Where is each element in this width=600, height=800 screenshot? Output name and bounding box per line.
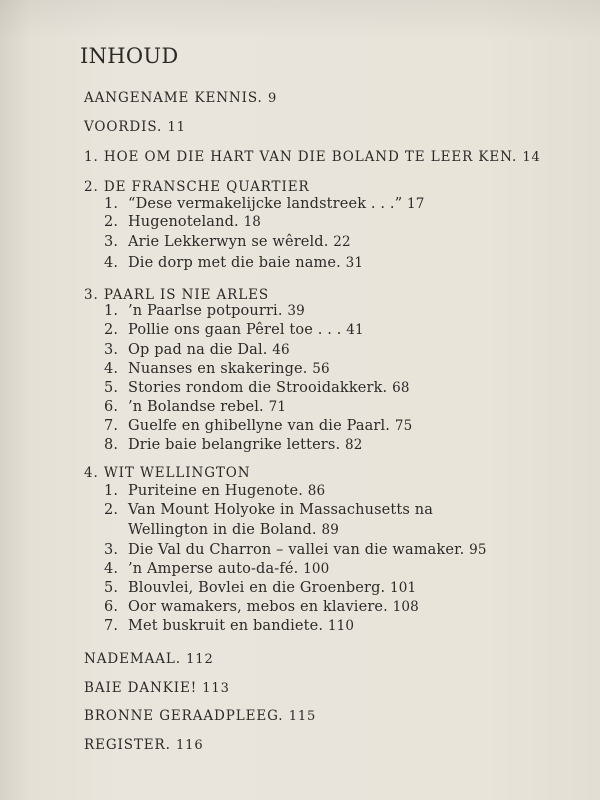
- toc-chapter-1: [84, 149, 541, 165]
- subentry-number: 4.: [104, 561, 119, 577]
- subentry-title: Nuanses en skakeringe.: [128, 361, 308, 377]
- chapter-page: 14: [522, 150, 541, 165]
- subentry-page: 89: [321, 522, 339, 538]
- subentry-title: ’n Bolandse rebel.: [128, 399, 264, 415]
- subentry-page: 95: [469, 542, 487, 558]
- toc-entry-back-2: [84, 680, 230, 696]
- toc-subentry: [104, 361, 330, 377]
- toc-subentry: [104, 483, 325, 499]
- subentry-title: Guelfe en ghibellyne van die Paarl.: [128, 418, 391, 434]
- subentry-number: 1.: [104, 303, 119, 319]
- subentry-number: 6.: [104, 399, 119, 415]
- toc-subentry: [104, 418, 412, 434]
- subentry-number: 3.: [104, 234, 119, 250]
- subentry-page: 86: [307, 483, 326, 499]
- subentry-page: 101: [390, 580, 417, 596]
- subentry-title: Van Mount Holyoke in Massachusetts na: [128, 502, 433, 518]
- subentry-number: 4.: [104, 255, 119, 271]
- chapter-number: 4.: [84, 465, 99, 481]
- chapter-title: DE FRANSCHE QUARTIER: [103, 179, 310, 195]
- subentry-title: Blouvlei, Bovlei en die Groenberg.: [128, 580, 386, 596]
- subentry-page: 46: [272, 342, 290, 358]
- subentry-number: 3.: [104, 342, 119, 358]
- entry-page: 11: [167, 120, 186, 135]
- toc-subentry: [104, 196, 425, 212]
- entry-title: NADEMAAL.: [84, 651, 181, 667]
- subentry-page: 39: [287, 303, 305, 319]
- subentry-title: Drie baie belangrike letters.: [128, 437, 341, 453]
- chapter-number: 1.: [84, 149, 99, 165]
- subentry-number: 3.: [104, 542, 119, 558]
- page-shadow: [0, 0, 600, 40]
- subentry-number: 5.: [104, 580, 119, 596]
- subentry-title: Pollie ons gaan Pêrel toe . . .: [128, 322, 342, 338]
- entry-title: BRONNE GERAADPLEEG.: [84, 708, 284, 724]
- chapter-number: 3.: [84, 287, 99, 303]
- subentry-title: Puriteine en Hugenote.: [128, 483, 303, 499]
- entry-title: AANGENAME KENNIS.: [84, 90, 263, 106]
- subentry-title: ’n Paarlse potpourri.: [128, 303, 283, 319]
- toc-entry-back-1: [84, 651, 214, 667]
- entry-page: 116: [176, 738, 204, 753]
- subentry-page: 110: [327, 618, 355, 634]
- toc-subentry: [104, 542, 487, 558]
- subentry-title: Oor wamakers, mebos en klaviere.: [128, 599, 388, 615]
- subentry-page: 22: [333, 234, 351, 250]
- subentry-number: 1.: [104, 196, 119, 212]
- entry-title: VOORDIS.: [84, 119, 163, 135]
- toc-chapter-3: [84, 287, 269, 303]
- subentry-title: ’n Amperse auto-da-fé.: [128, 561, 299, 577]
- subentry-title: Die dorp met die baie name.: [128, 255, 341, 271]
- subentry-number: 4.: [104, 361, 119, 377]
- toc-subentry: [104, 322, 364, 338]
- subentry-page: 68: [392, 380, 410, 396]
- chapter-title: PAARL IS NIE ARLES: [103, 287, 269, 303]
- subentry-title: Op pad na die Dal.: [128, 342, 268, 358]
- entry-page: 9: [267, 91, 278, 106]
- subentry-number: 2.: [104, 214, 119, 230]
- subentry-number: 8.: [104, 437, 119, 453]
- subentry-page: 100: [303, 561, 330, 577]
- toc-subentry: [104, 580, 416, 596]
- subentry-number: 6.: [104, 599, 119, 615]
- toc-subentry: [104, 303, 305, 319]
- subentry-page: 18: [243, 214, 262, 230]
- subentry-page: 31: [345, 255, 364, 271]
- toc-entry-back-3: [84, 708, 316, 724]
- toc-subentry: [104, 214, 261, 230]
- toc-subentry: [104, 599, 419, 615]
- subentry-title: “Dese vermakelijcke landstreek . . .”: [128, 196, 403, 212]
- subentry-title: Wellington in die Boland.: [128, 522, 317, 538]
- subentry-page: 71: [268, 399, 287, 415]
- subentry-page: 17: [407, 196, 425, 212]
- subentry-page: 82: [345, 437, 363, 453]
- subentry-page: 41: [346, 322, 364, 338]
- toc-subentry: [104, 342, 290, 358]
- subentry-page: 75: [394, 418, 413, 434]
- toc-subentry: [104, 502, 433, 518]
- subentry-number: 2.: [104, 322, 119, 338]
- toc-subentry: [104, 234, 351, 250]
- page-title: INHOUD: [80, 44, 179, 68]
- toc-entry-back-4: [84, 737, 204, 753]
- chapter-title: WIT WELLINGTON: [103, 465, 251, 481]
- subentry-number: 5.: [104, 380, 119, 396]
- toc-subentry: [104, 618, 354, 634]
- toc-subentry: [104, 399, 286, 415]
- subentry-title: Stories rondom die Strooidakkerk.: [128, 380, 388, 396]
- subentry-number: 2.: [104, 502, 119, 518]
- toc-subentry: [104, 380, 410, 396]
- subentry-title: Arie Lekkerwyn se wêreld.: [128, 234, 329, 250]
- entry-title: BAIE DANKIE!: [84, 680, 198, 696]
- toc-subentry: [104, 561, 329, 577]
- subentry-number: 7.: [104, 618, 119, 634]
- subentry-number: 1.: [104, 483, 119, 499]
- toc-entry-front-2: [84, 119, 186, 135]
- toc-entry-front-1: [84, 90, 277, 106]
- toc-subentry-continuation: [128, 522, 339, 538]
- entry-page: 113: [202, 681, 230, 696]
- entry-page: 112: [186, 652, 214, 667]
- entry-title: REGISTER.: [84, 737, 171, 753]
- entry-page: 115: [288, 709, 317, 724]
- subentry-number: 7.: [104, 418, 119, 434]
- subentry-page: 56: [312, 361, 330, 377]
- chapter-number: 2.: [84, 179, 99, 195]
- subentry-title: Met buskruit en bandiete.: [128, 618, 324, 634]
- toc-chapter-4: [84, 465, 250, 481]
- subentry-page: 108: [392, 599, 419, 615]
- toc-subentry: [104, 437, 363, 453]
- toc-chapter-2: [84, 179, 310, 195]
- toc-subentry: [104, 255, 363, 271]
- chapter-title: HOE OM DIE HART VAN DIE BOLAND TE LEER KEN.: [103, 149, 518, 165]
- subentry-title: Hugenoteland.: [128, 214, 239, 230]
- subentry-title: Die Val du Charron – vallei van die wamaker.: [128, 542, 465, 558]
